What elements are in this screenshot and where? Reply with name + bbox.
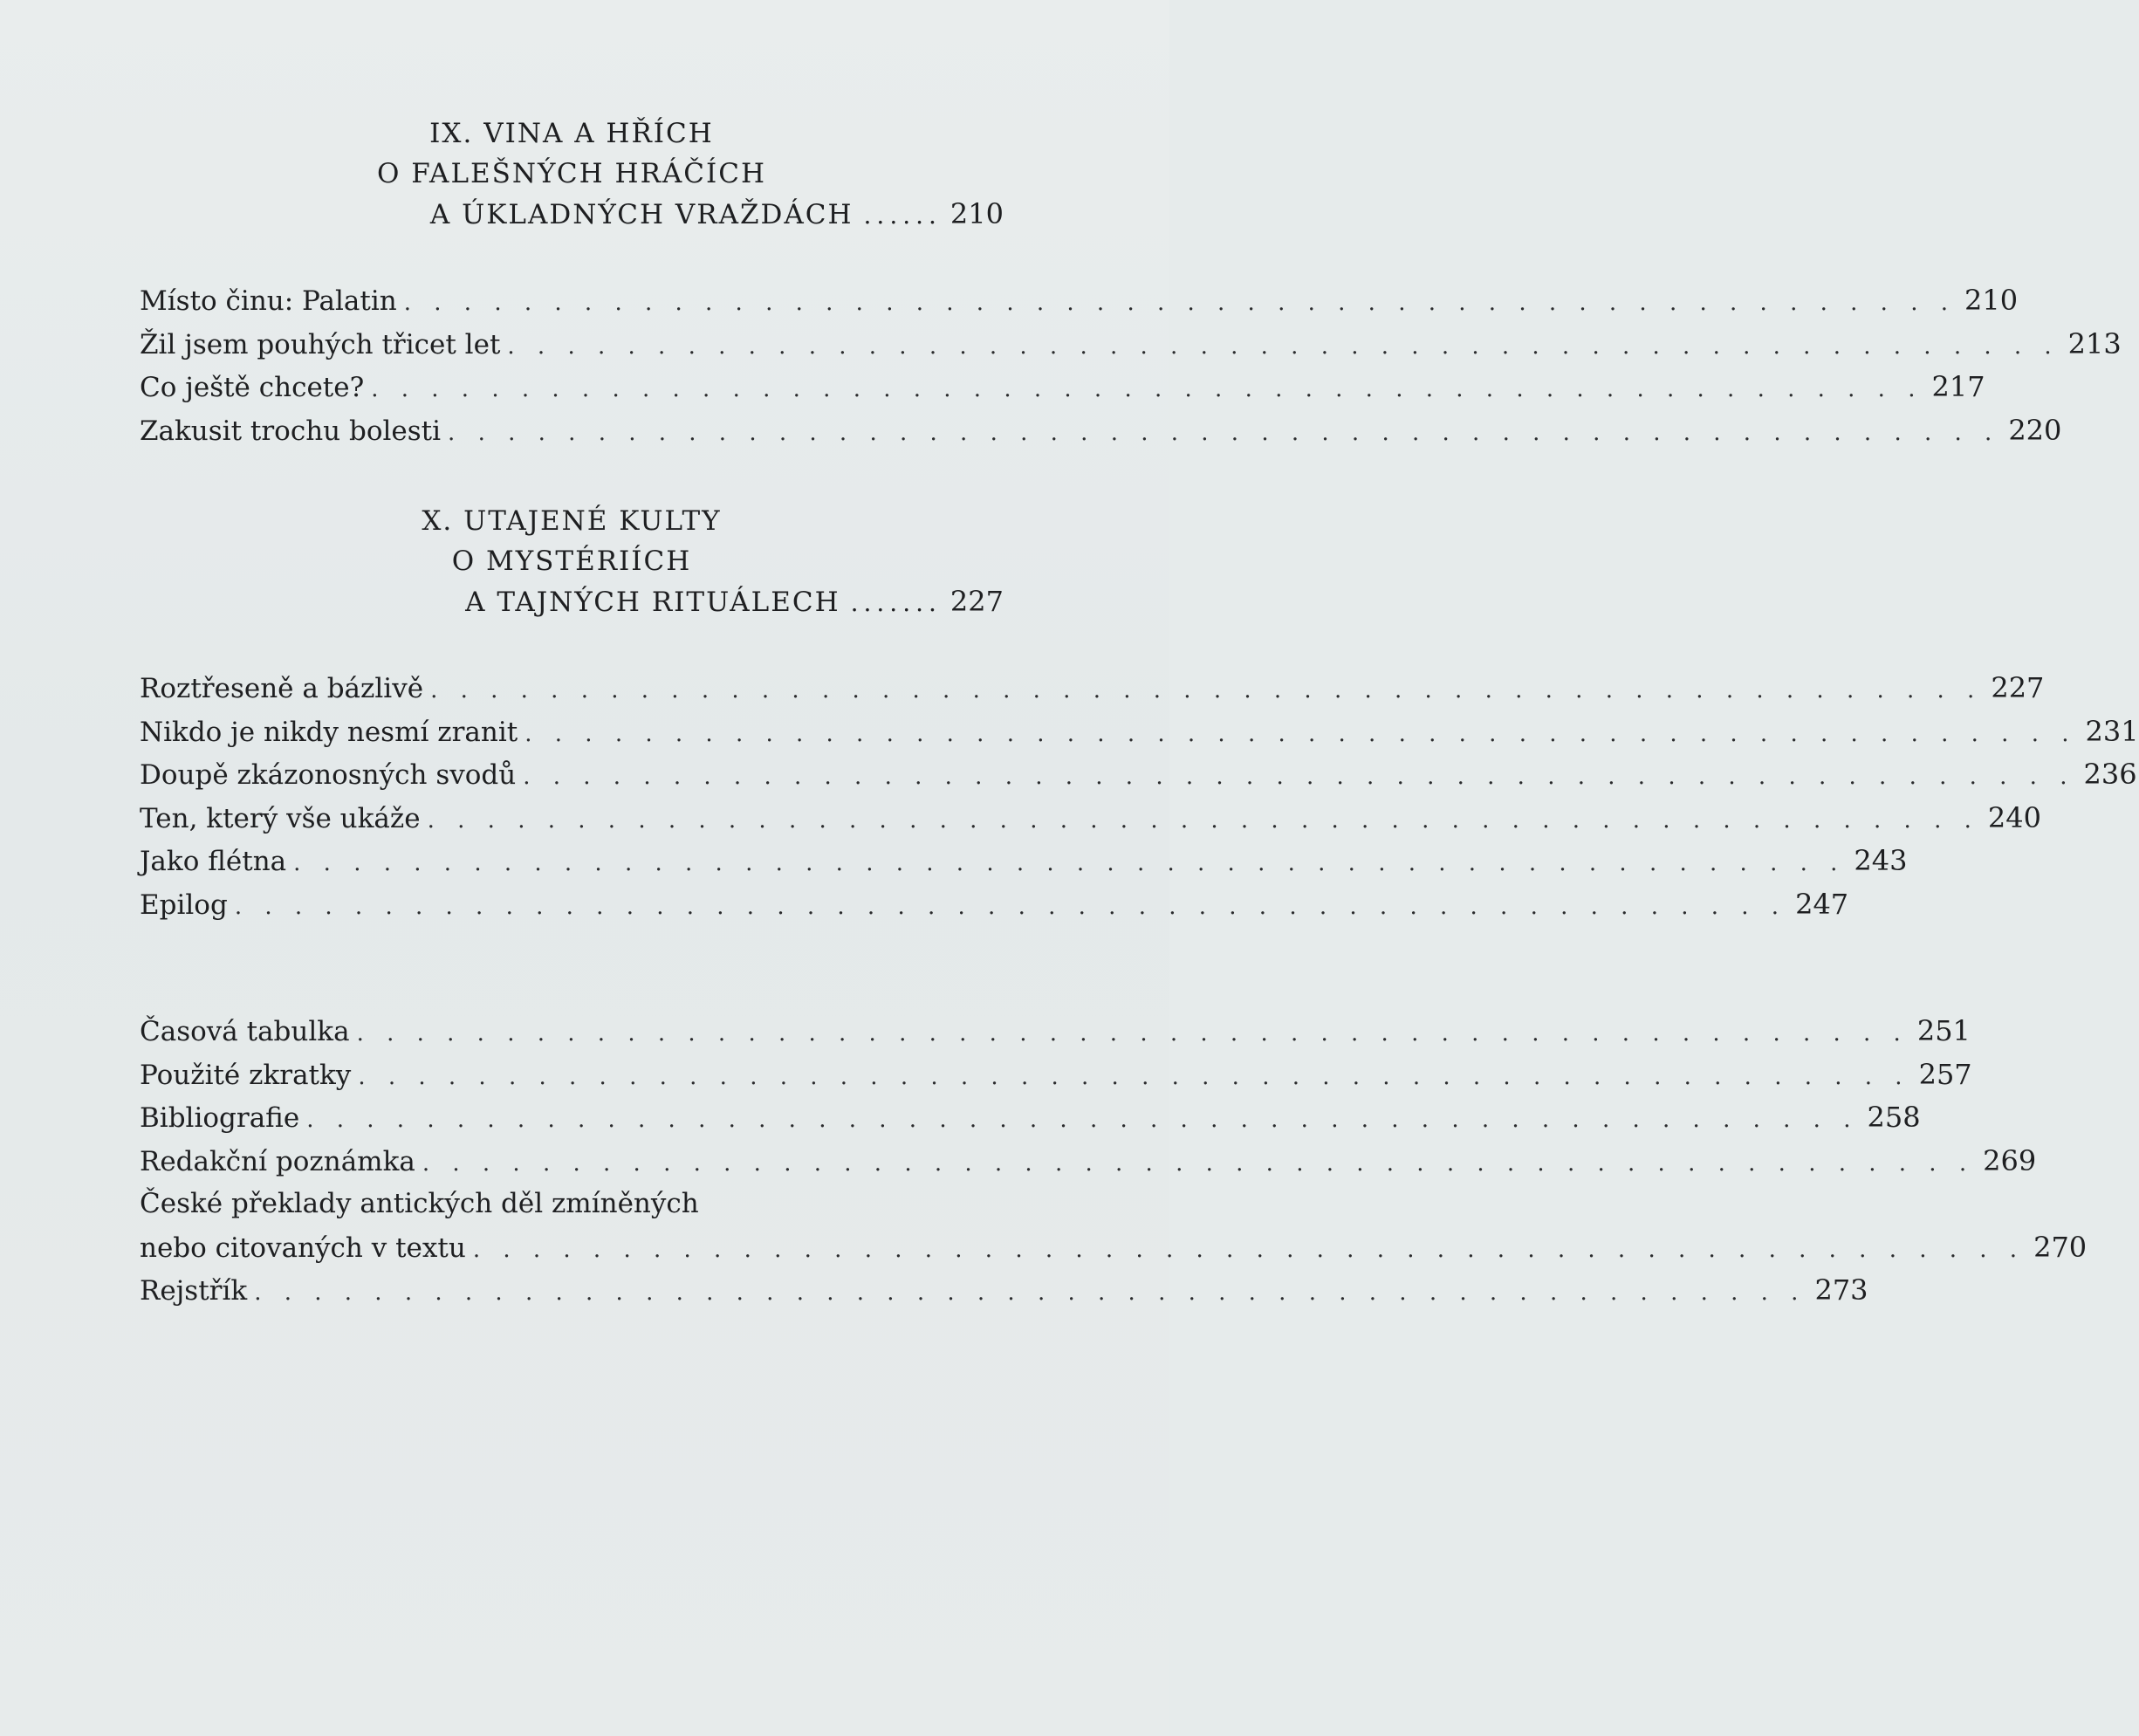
entry-title: Roztřeseně a bázlivě — [140, 673, 424, 704]
chapter-heading-x — [140, 501, 1004, 623]
entry-title: Zakusit trochu bolesti — [140, 415, 442, 447]
dot-leader: . . . . . . . . . . . . . . . . . . . . . . . . . . . . . . . . . . . . . . . . . . . . . . . . . . . . — [306, 1107, 1859, 1133]
page-number: 210 — [1964, 284, 2019, 317]
page-number: 273 — [1814, 1273, 1868, 1307]
entry-list-ix — [140, 279, 2122, 452]
dot-leader: . . . . . . . . . . . . . . . . . . . . . . . . . . . . . . . . . . . . . . . . . . . . . . . . . . . . — [422, 1149, 1975, 1177]
page-number: 231 — [2085, 714, 2139, 748]
chapter-title: IX. VINA A HŘÍCH — [429, 118, 714, 149]
entry-title: Časová tabulka — [140, 1016, 350, 1047]
dot-leader: . . . . . . . . . . . . . . . . . . . . . . . . . . . . . . . . . . . . . . . . . . . . . . . . . . . . — [371, 376, 1923, 402]
toc-entry[interactable] — [140, 409, 2062, 453]
dot-leader: . . . . . . . . . . . . . . . . . . . . . . . . . . . . . . . . . . . . . . . . . . . . . . . . . . . . — [356, 1020, 1909, 1046]
toc-entry[interactable] — [140, 1053, 1972, 1097]
page-number: 270 — [2033, 1230, 2088, 1264]
chapter-title: X. UTAJENÉ KULTY — [422, 505, 722, 537]
entry-title: Místo činu: Palatin — [140, 285, 397, 317]
entry-title: Bibliografie — [140, 1102, 300, 1134]
entry-title: Jako flétna — [140, 846, 287, 877]
entry-title: Žil jsem pouhých třicet let — [140, 328, 501, 360]
dot-leader: ....... — [850, 588, 942, 617]
page-number: 269 — [1983, 1143, 2037, 1177]
table-of-contents — [140, 113, 2139, 1313]
toc-entry[interactable] — [140, 797, 2041, 841]
page-number: 258 — [1867, 1101, 1921, 1134]
page-number: 213 — [2067, 326, 2122, 360]
toc-entry[interactable] — [140, 1140, 2037, 1184]
entry-title: Redakční poznámka — [140, 1145, 415, 1177]
toc-entry[interactable] — [140, 710, 2139, 754]
dot-leader: . . . . . . . . . . . . . . . . . . . . . . . . . . . . . . . . . . . . . . . . . . . . . . . . . . . . — [403, 290, 1956, 316]
toc-entry[interactable] — [140, 883, 1849, 927]
page-number: 243 — [1854, 844, 1908, 877]
entry-title: Rejstřík — [140, 1275, 248, 1307]
toc-entry[interactable] — [140, 753, 2137, 797]
toc-entry[interactable] — [140, 1269, 1868, 1313]
page-number: 227 — [1991, 671, 2045, 704]
chapter-subtitle: O FALEŠNÝCH HRÁČÍCH — [376, 158, 767, 189]
dot-leader: . . . . . . . . . . . . . . . . . . . . . . . . . . . . . . . . . . . . . . . . . . . . . . . . . . . . — [507, 333, 2060, 360]
entry-title: Epilog — [140, 889, 228, 921]
toc-entry[interactable] — [140, 279, 2019, 323]
dot-leader: . . . . . . . . . . . . . . . . . . . . . . . . . . . . . . . . . . . . . . . . . . . . . . . . . . . . — [524, 720, 2077, 747]
dot-leader: . . . . . . . . . . . . . . . . . . . . . . . . . . . . . . . . . . . . . . . . . . . . . . . . . . . . — [472, 1236, 2026, 1263]
entry-title: České překlady antických děl zmíněných — [140, 1188, 699, 1219]
toc-entry[interactable] — [140, 1096, 1921, 1140]
dot-leader: . . . . . . . . . . . . . . . . . . . . . . . . . . . . . . . . . . . . . . . . . . . . . . . . . . . . — [293, 850, 1846, 876]
dot-leader: . . . . . . . . . . . . . . . . . . . . . . . . . . . . . . . . . . . . . . . . . . . . . . . . . . . . — [523, 764, 2075, 790]
page-number: 251 — [1916, 1014, 1971, 1047]
entry-title: Ten, který vše ukáže — [140, 802, 421, 834]
chapter-heading-ix — [140, 113, 1004, 236]
page-number: 236 — [2083, 758, 2137, 791]
page-number: 240 — [1987, 800, 2041, 834]
entry-list-x — [140, 667, 2139, 926]
entry-title: Doupě zkázonosných svodů — [140, 759, 517, 791]
chapter-subtitle: A TAJNÝCH RITUÁLECH — [465, 587, 840, 618]
dot-leader: ...... — [863, 201, 942, 230]
entry-title: Nikdo je nikdy nesmí zranit — [140, 716, 518, 748]
dot-leader: . . . . . . . . . . . . . . . . . . . . . . . . . . . . . . . . . . . . . . . . . . . . . . . . . . . . — [254, 1280, 1806, 1306]
dot-leader: . . . . . . . . . . . . . . . . . . . . . . . . . . . . . . . . . . . . . . . . . . . . . . . . . . . . — [448, 419, 2000, 446]
entry-title: Použité zkratky — [140, 1059, 352, 1091]
page-number: 210 — [950, 197, 1004, 230]
appendix-list — [140, 1010, 2088, 1313]
chapter-subtitle: A ÚKLADNÝCH VRAŽDÁCH — [429, 199, 854, 230]
page-number: 257 — [1918, 1057, 1972, 1091]
dot-leader: . . . . . . . . . . . . . . . . . . . . . . . . . . . . . . . . . . . . . . . . . . . . . . . . . . . . — [234, 893, 1787, 920]
toc-entry-line-2[interactable] — [140, 1226, 2088, 1270]
toc-entry[interactable] — [140, 323, 2122, 367]
page-number: 247 — [1795, 887, 1849, 921]
page-number: 227 — [950, 585, 1004, 618]
toc-entry[interactable] — [140, 1010, 1971, 1053]
chapter-subtitle-line — [140, 194, 1004, 236]
chapter-subtitle-line — [140, 581, 1004, 623]
dot-leader: . . . . . . . . . . . . . . . . . . . . . . . . . . . . . . . . . . . . . . . . . . . . . . . . . . . . — [430, 677, 1983, 703]
toc-entry[interactable] — [140, 667, 2045, 710]
page-number: 217 — [1931, 370, 1985, 403]
page-number: 220 — [2008, 413, 2062, 447]
entry-title: nebo citovaných v textu — [140, 1232, 466, 1264]
toc-entry[interactable] — [140, 366, 1985, 409]
dot-leader: . . . . . . . . . . . . . . . . . . . . . . . . . . . . . . . . . . . . . . . . . . . . . . . . . . . . — [427, 806, 1979, 834]
entry-title: Co ještě chcete? — [140, 372, 365, 403]
toc-entry[interactable] — [140, 840, 1908, 883]
toc-entry-line-1[interactable] — [140, 1183, 1004, 1226]
chapter-subtitle: O MYSTÉRIÍCH — [451, 546, 692, 577]
dot-leader: . . . . . . . . . . . . . . . . . . . . . . . . . . . . . . . . . . . . . . . . . . . . . . . . . . . . — [358, 1063, 1910, 1090]
